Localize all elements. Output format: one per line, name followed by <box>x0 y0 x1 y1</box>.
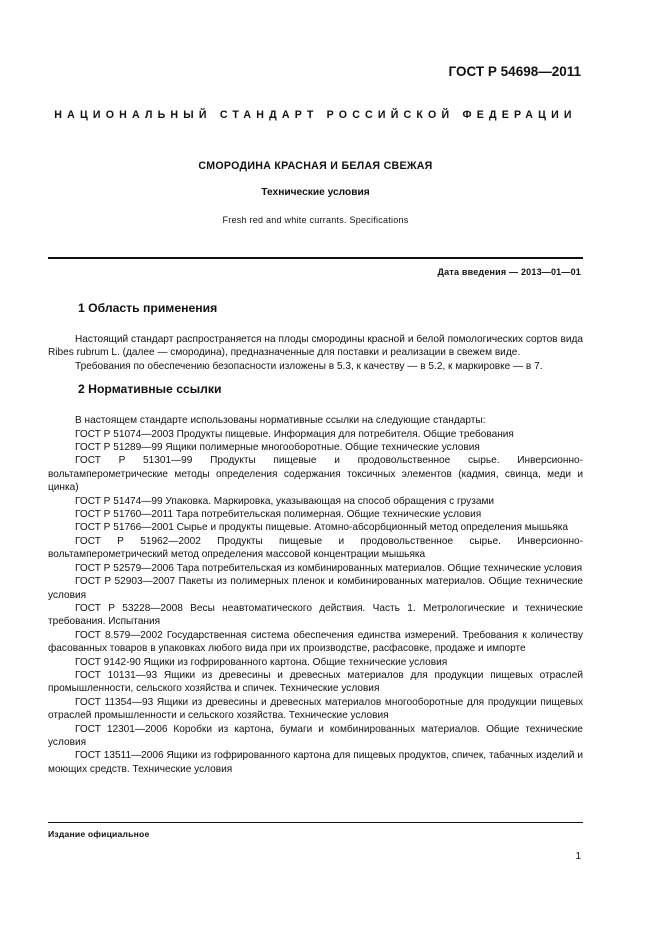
reference-item: ГОСТ Р 51760—2011 Тара потребительская полимерная. Общие технические условия <box>75 509 482 521</box>
reference-item: ГОСТ Р 51474—99 Упаковка. Маркировка, указывающая на способ обращения с грузами <box>75 495 495 507</box>
section-2 <box>48 381 583 776</box>
reference-item: ГОСТ 8.579—2002 Государственная система обеспечения единства измерений. Требования к количеству фасованных товаров в упаковках любого вида при их производстве, расфасовке, продаже и импорте <box>48 629 583 655</box>
document-subtitle: Технические условия <box>261 187 370 198</box>
document-body <box>48 300 583 776</box>
reference-item: ГОСТ Р 51301—99 Продукты пищевые и продовольственное сырье. Инверсионно-вольтамперометрические методы определения содержания токсичных элементов (кадмия, свинца, меди и цинка) <box>48 455 583 494</box>
reference-item: ГОСТ 10131—93 Ящики из древесины и древесных материалов для продукции пищевых отраслей промышленности, сельского хозяйства и спичек. Технические условия <box>48 669 583 695</box>
reference-item: ГОСТ Р 53228—2008 Весы неавтоматического действия. Часть 1. Метрологические и технические требования. Испытания <box>48 602 583 628</box>
reference-item: ГОСТ Р 52579—2006 Тара потребительская из комбинированных материалов. Общие технические условия <box>75 562 583 574</box>
header-divider <box>48 257 583 259</box>
footer-divider <box>48 822 583 823</box>
national-standard-banner: НАЦИОНАЛЬНЫЙ СТАНДАРТ РОССИЙСКОЙ ФЕДЕРАЦИИ <box>54 109 577 121</box>
reference-item: ГОСТ 13511—2006 Ящики из гофрированного картона для пищевых продуктов, спичек, табачных изделий и моющих средств. Технические условия <box>48 750 583 775</box>
official-edition-label: Издание официальное <box>48 829 150 839</box>
page-number: 1 <box>575 851 581 862</box>
paragraph: В настоящем стандарте использованы нормативные ссылки на следующие стандарты: <box>75 415 486 427</box>
section-1-heading: 1 Область применения <box>78 301 218 315</box>
reference-item: ГОСТ Р 51289—99 Ящики полимерные многооборотные. Общие технические условия <box>75 442 480 454</box>
doc-code: ГОСТ Р 54698—2011 <box>448 64 581 79</box>
document-title-english: Fresh red and white currants. Specifications <box>222 215 409 225</box>
paragraph: Требования по обеспечению безопасности изложены в 5.3, к качеству — в 5.2, к маркировке — в 7. <box>75 360 543 372</box>
reference-item: ГОСТ 12301—2006 Коробки из картона, бумаги и комбинированных материалов. Общие технические условия <box>48 723 583 748</box>
reference-item: ГОСТ Р 51962—2002 Продукты пищевые и продовольственное сырье. Инверсионно-вольтамперометрический метод определения массовой концентрации мышьяка <box>48 535 583 561</box>
introduction-date: Дата введения — 2013—01—01 <box>437 267 581 277</box>
reference-item: ГОСТ Р 51074—2003 Продукты пищевые. Информация для потребителя. Общие требования <box>75 428 514 440</box>
reference-item: ГОСТ Р 52903—2007 Пакеты из полимерных пленок и комбинированных материалов. Общие технические условия <box>48 576 583 601</box>
reference-item: ГОСТ 11354—93 Ящики из древесины и древесных материалов многооборотные для продукции пищевых отраслей промышленности и сельского хозяйства. Технические условия <box>48 696 583 722</box>
reference-item: ГОСТ 9142-90 Ящики из гофрированного картона. Общие технические условия <box>75 656 448 668</box>
reference-item: ГОСТ Р 51766—2001 Сырье и продукты пищевые. Атомно-абсорбционный метод определения мышьяка <box>75 522 569 534</box>
document-title: СМОРОДИНА КРАСНАЯ И БЕЛАЯ СВЕЖАЯ <box>198 160 433 172</box>
paragraph: Настоящий стандарт распространяется на плоды смородины красной и белой помологических сортов вида Ribes rubrum L. (далее — смородина), предназначенные для поставки и реализации в свежем виде. <box>48 334 583 359</box>
section-2-heading: 2 Нормативные ссылки <box>78 382 222 397</box>
